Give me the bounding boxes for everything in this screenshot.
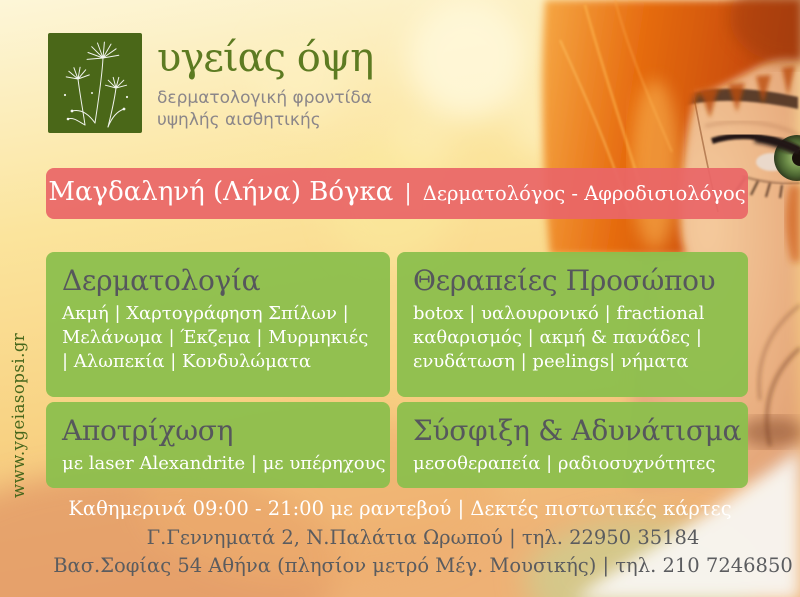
doctor-name: Μαγδαληνή (Λήνα) Βόγκα <box>48 177 394 207</box>
brand-title: υγείας όψη <box>157 35 374 81</box>
doctor-banner-text <box>48 177 745 207</box>
brand-block <box>157 36 373 132</box>
dandelion-logo-icon <box>48 33 142 133</box>
service-title: Θεραπείες Προσώπου <box>413 264 716 297</box>
service-items: botox | υαλουρονικό | fractional καθαρισμός | ακμή & πανάδες | ενυδάτωση | peelings| νήματα <box>413 303 705 372</box>
brand-subtitle <box>157 87 373 132</box>
service-items: μεσοθεραπεία | ραδιοσυχνότητες <box>413 453 716 474</box>
service-items: Ακμή | Χαρτογράφηση Σπίλων | Μελάνωμα | Έκζεμα | Μυρμηκιές | Αλωπεκία | Κονδυλώματα <box>62 303 369 372</box>
footer-address-oropos: Γ.Γεννηματά 2, Ν.Παλάτια Ωρωπού | τηλ. 22950 35184 <box>146 526 700 549</box>
doctor-specialty: Δερματολόγος - Αφροδισιολόγος <box>422 182 746 205</box>
service-box-hair-removal <box>46 402 390 488</box>
brand-subtitle-line1: δερματολογική φροντίδα <box>157 88 373 108</box>
service-title: Σύσφιξη & Αδυνάτισμα <box>413 414 742 447</box>
service-box-firming-slimming <box>397 402 748 488</box>
doctor-banner <box>46 168 748 219</box>
doctor-separator: | <box>404 181 412 206</box>
service-box-dermatology <box>46 252 390 397</box>
service-title: Δερματολογία <box>62 264 261 297</box>
brand-subtitle-line2: υψηλής αισθητικής <box>157 110 321 131</box>
service-box-facial-treatments <box>397 252 748 397</box>
service-title: Αποτρίχωση <box>62 414 234 447</box>
website-url: www.ygeiasopsi.gr <box>9 332 28 498</box>
service-items: με laser Alexandrite | με υπέρηχους <box>62 453 386 474</box>
footer-address-athens: Βασ.Σοφίας 54 Αθήνα (πλησίον μετρό Μέγ. Μουσικής) | τηλ. 210 7246850 <box>53 554 793 577</box>
footer-hours: Καθημερινά 09:00 - 21:00 με ραντεβού | Δεκτές πιστωτικές κάρτες <box>68 497 732 520</box>
logo-box <box>48 33 142 133</box>
